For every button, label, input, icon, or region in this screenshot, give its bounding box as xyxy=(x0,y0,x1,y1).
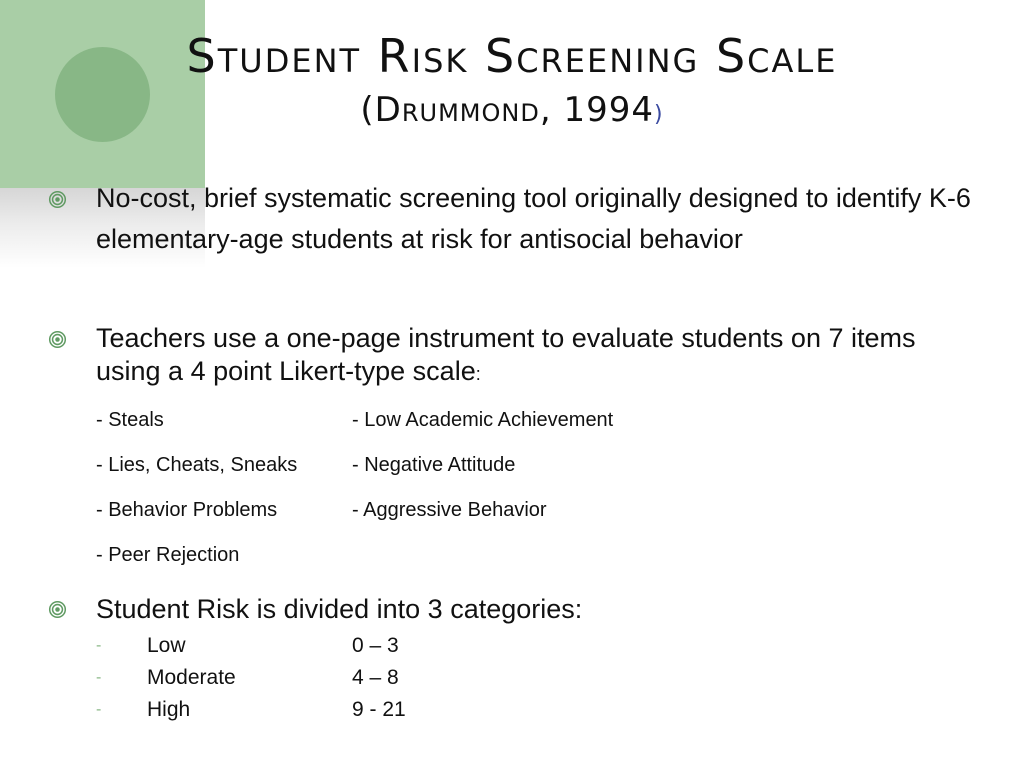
category-range: 0 – 3 xyxy=(352,634,399,657)
item-left: - Peer Rejection xyxy=(96,544,240,566)
category-name: Low xyxy=(147,634,186,657)
item-row xyxy=(96,542,239,568)
item-right: - Aggressive Behavior xyxy=(352,499,547,521)
item-right: - Low Academic Achievement xyxy=(352,409,614,431)
subtitle-close-paren: ) xyxy=(653,102,664,127)
instrument-colon: : xyxy=(475,364,481,384)
item-row xyxy=(96,407,614,433)
item-left: - Lies, Cheats, Sneaks xyxy=(96,454,298,476)
target-bullet-icon xyxy=(48,600,67,619)
category-row xyxy=(96,664,596,692)
category-dash: - xyxy=(96,669,102,686)
category-name: High xyxy=(147,698,191,721)
target-bullet-icon xyxy=(48,190,67,209)
bullet-text-categories: Student Risk is divided into 3 categories: xyxy=(96,594,583,624)
subtitle-citation: (Drummond, 1994 xyxy=(360,90,654,130)
category-range: 4 – 8 xyxy=(352,666,399,689)
bullet-text-tool-description: No-cost, brief systematic screening tool originally designed to identify K-6 elementary-age students at risk for antisocial behavior xyxy=(96,183,971,254)
category-range: 9 - 21 xyxy=(352,698,406,721)
instrument-description: Teachers use a one-page instrument to evaluate students on 7 items using a 4 point Likert-type scale xyxy=(96,323,916,386)
item-right: - Negative Attitude xyxy=(352,454,516,476)
category-row xyxy=(96,696,596,724)
item-left: - Steals xyxy=(96,409,164,431)
category-dash: - xyxy=(96,637,102,654)
item-left: - Behavior Problems xyxy=(96,499,278,521)
category-row xyxy=(96,632,596,660)
item-row xyxy=(96,497,547,523)
slide-subtitle xyxy=(0,88,1024,137)
target-bullet-icon xyxy=(48,330,67,349)
slide-title: Student Risk Screening Scale xyxy=(186,29,838,83)
item-row xyxy=(96,452,516,478)
bullet-text-instrument xyxy=(96,322,976,391)
category-dash: - xyxy=(96,701,102,718)
category-name: Moderate xyxy=(147,666,236,689)
